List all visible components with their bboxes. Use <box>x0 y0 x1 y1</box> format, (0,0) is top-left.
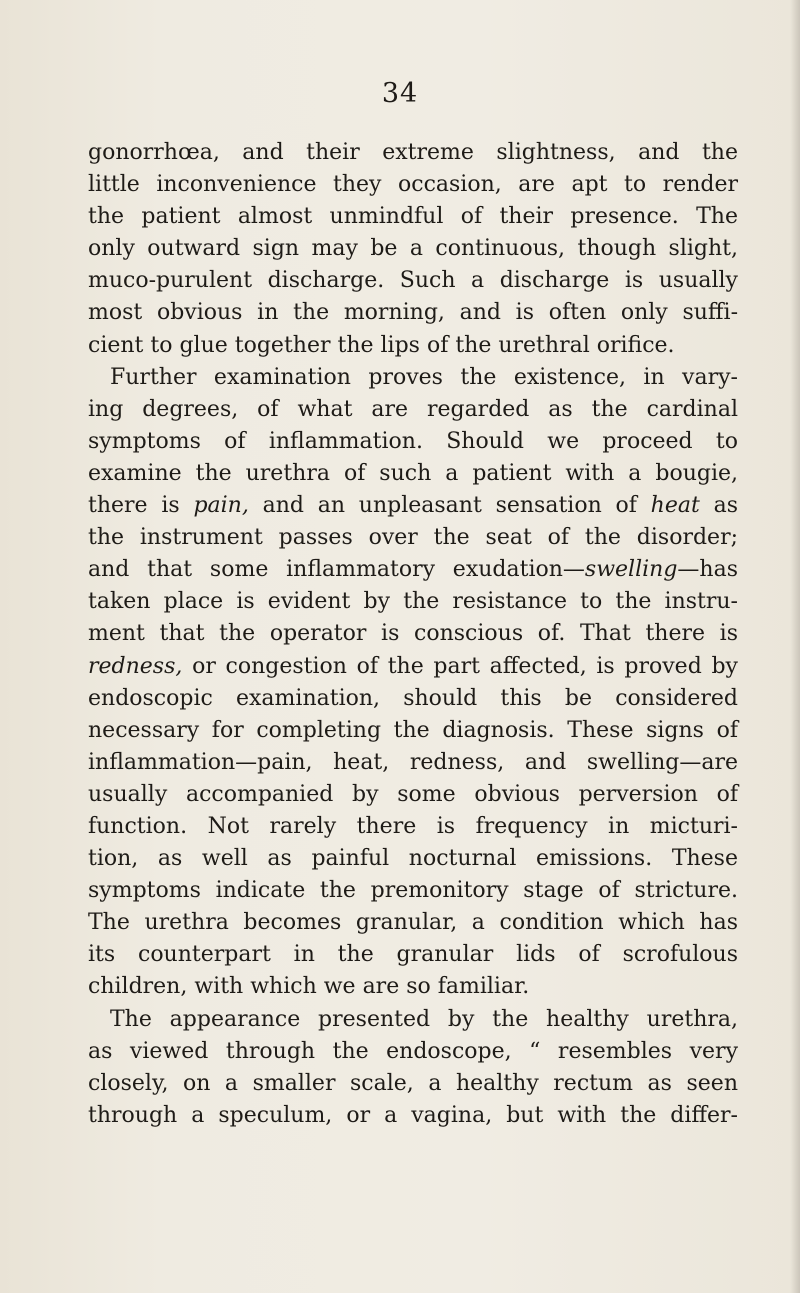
text-line-with-emphasis: and that some inflammatory exudation—swelling—has <box>88 557 738 583</box>
text-line: cient to glue together the lips of the urethral orifice. <box>88 332 675 358</box>
text-line: closely, on a smaller scale, a healthy rectum as seen <box>88 1070 738 1096</box>
text-line: usually accompanied by some obvious perversion of <box>88 781 738 807</box>
text-line: muco-purulent discharge. Such a discharge is usually <box>88 268 738 294</box>
text-line: inflammation—pain, heat, redness, and swelling—are <box>88 749 738 775</box>
text-line: tion, as well as painful nocturnal emissions. These <box>88 846 738 872</box>
text-line: the patient almost unmindful of their presence. The <box>88 204 738 230</box>
text-line: its counterpart in the granular lids of scrofulous <box>88 942 738 968</box>
text-line: necessary for completing the diagnosis. These signs of <box>88 717 738 743</box>
text-line: as viewed through the endoscope, “ resembles very <box>88 1038 738 1064</box>
text-line: endoscopic examination, should this be considered <box>88 685 738 711</box>
text-line-with-emphasis: redness, or congestion of the part affected, is proved by <box>88 653 738 679</box>
text-line: The urethra becomes granular, a condition which has <box>88 910 738 936</box>
body-text <box>88 137 738 1132</box>
paragraph-start-line: Further examination proves the existence, in vary- <box>110 364 738 390</box>
emphasized-word: pain, <box>193 493 249 519</box>
text-line: ing degrees, of what are regarded as the cardinal <box>88 396 738 422</box>
text-line: examine the urethra of such a patient with a bougie, <box>88 460 738 486</box>
text-line-with-emphasis: there is pain, and an unpleasant sensation of heat as <box>88 493 739 519</box>
emphasized-word: swelling <box>584 557 678 583</box>
text-line: symptoms of inflammation. Should we proceed to <box>88 428 738 454</box>
text-line: only outward sign may be a continuous, though slight, <box>88 236 738 262</box>
page-number: 34 <box>381 78 419 109</box>
text-line: little inconvenience they occasion, are apt to render <box>88 172 738 198</box>
text-line: through a speculum, or a vagina, but with the differ- <box>88 1102 738 1128</box>
text-line: most obvious in the morning, and is often only suffi- <box>88 300 738 326</box>
text-line: ment that the operator is conscious of. That there is <box>88 621 738 647</box>
text-line: symptoms indicate the premonitory stage of stricture. <box>88 878 738 904</box>
emphasized-word: redness, <box>88 653 183 679</box>
page-edge-shadow <box>790 0 800 1293</box>
text-line: taken place is evident by the resistance to the instru- <box>88 589 738 615</box>
paragraph-start-line: The appearance presented by the healthy urethra, <box>110 1006 738 1032</box>
text-line: function. Not rarely there is frequency in micturi- <box>88 813 738 839</box>
emphasized-word: heat <box>650 493 700 519</box>
text-line: the instrument passes over the seat of the disorder; <box>88 525 738 551</box>
text-line: gonorrhœa, and their extreme slightness, and the <box>88 140 738 165</box>
text-line: children, with which we are so familiar. <box>88 974 530 1000</box>
